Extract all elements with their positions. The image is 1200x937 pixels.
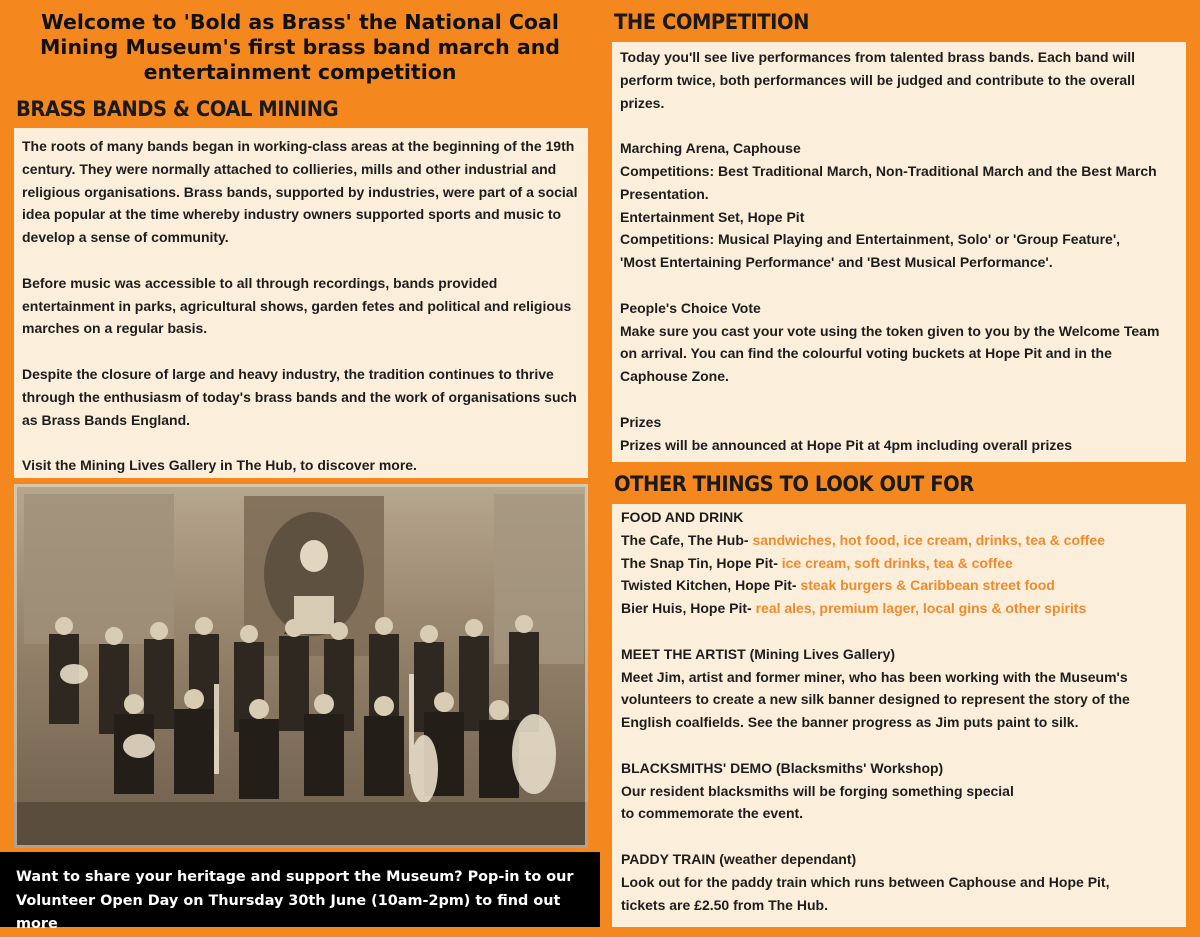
food-venue: The Cafe, The Hub- bbox=[621, 531, 753, 548]
other-things-panel bbox=[612, 504, 1186, 927]
brass-bands-heading: BRASS BANDS & COAL MINING bbox=[16, 97, 339, 121]
paddy-train-line-2: tickets are £2.50 from The Hub. bbox=[621, 896, 828, 913]
prizes-text: Prizes will be announced at Hope Pit at 4pm including overall prizes bbox=[620, 436, 1072, 453]
blacksmiths-demo-title: BLACKSMITHS' DEMO (Blacksmiths' Workshop) bbox=[621, 759, 944, 776]
competition-heading: THE COMPETITION bbox=[614, 10, 809, 34]
entertainment-set-line-1: Competitions: Musical Playing and Entertainment, Solo' or 'Group Feature', bbox=[620, 231, 1121, 248]
peoples-choice-title: People's Choice Vote bbox=[620, 299, 761, 316]
prizes-title: Prizes bbox=[620, 413, 662, 430]
brass-bands-paragraph-4: Visit the Mining Lives Gallery in The Hub, to discover more. bbox=[22, 457, 417, 474]
blacksmiths-demo-line-2: to commemorate the event. bbox=[621, 805, 804, 822]
food-item bbox=[621, 552, 1177, 575]
food-offer: real ales, premium lager, local gins & other spirits bbox=[755, 600, 1087, 617]
food-and-drink-title: FOOD AND DRINK bbox=[621, 509, 744, 525]
brass-band-photograph bbox=[14, 484, 588, 848]
other-things-heading: OTHER THINGS TO LOOK OUT FOR bbox=[614, 472, 974, 496]
meet-the-artist-title: MEET THE ARTIST (Mining Lives Gallery) bbox=[621, 645, 896, 662]
competition-intro: Today you'll see live performances from talented brass bands. Each band will perform twice, both performances will be judged and contribute to the overall prizes. bbox=[620, 49, 1135, 111]
entertainment-set-line-2: 'Most Entertaining Performance' and 'Best Musical Performance'. bbox=[620, 254, 1053, 271]
food-item bbox=[621, 529, 1177, 552]
marching-arena-text: Competitions: Best Traditional March, Non-Traditional March and the Best March Presentation. bbox=[620, 162, 1157, 202]
food-item bbox=[621, 574, 1177, 597]
brass-bands-paragraph-3: Despite the closure of large and heavy industry, the tradition continues to thrive through the enthusiasm of today's brass bands and the work of organisations such as Brass Bands England. bbox=[22, 365, 577, 428]
meet-the-artist-text: Meet Jim, artist and former miner, who has been working with the Museum's volunteers to create a new silk banner designed to represent the story of the English coalfields. See the banner progress as Jim puts paint to silk. bbox=[621, 668, 1130, 731]
food-venue: Twisted Kitchen, Hope Pit- bbox=[621, 577, 801, 594]
competition-panel bbox=[612, 42, 1186, 462]
food-venue: Bier Huis, Hope Pit- bbox=[621, 600, 756, 617]
brass-bands-panel bbox=[14, 128, 588, 478]
food-venue: The Snap Tin, Hope Pit- bbox=[621, 554, 782, 571]
volunteer-open-day-banner: Want to share your heritage and support the Museum? Pop-in to our Volunteer Open Day on Thursday 30th June (10am-2pm) to find out more bbox=[0, 852, 600, 927]
peoples-choice-text: Make sure you cast your vote using the token given to you by the Welcome Team on arrival. You can find the colourful voting buckets at Hope Pit and in the Caphouse Zone. bbox=[620, 322, 1160, 385]
blacksmiths-demo-line-1: Our resident blacksmiths will be forging something special bbox=[621, 782, 1014, 799]
marching-arena-title: Marching Arena, Caphouse bbox=[620, 140, 801, 157]
brass-bands-paragraph-1: The roots of many bands began in working-class areas at the beginning of the 19th century. They were normally attached to collieries, mills and other industrial and religious organisations. Brass bands, supported by industries, were part of a social idea popular at the time whereby industry owners supported sports and music to develop a sense of community. bbox=[22, 138, 578, 246]
food-offer: ice cream, soft drinks, tea & coffee bbox=[781, 554, 1013, 571]
paddy-train-line-1: Look out for the paddy train which runs between Caphouse and Hope Pit, bbox=[621, 873, 1110, 890]
entertainment-set-title: Entertainment Set, Hope Pit bbox=[620, 208, 805, 225]
welcome-title: Welcome to 'Bold as Brass' the National Coal Mining Museum's first brass band march and entertainment competition bbox=[40, 10, 560, 84]
food-offer: sandwiches, hot food, ice cream, drinks, tea & coffee bbox=[752, 531, 1105, 548]
food-offer: steak burgers & Caribbean street food bbox=[800, 577, 1055, 594]
paddy-train-title: PADDY TRAIN (weather dependant) bbox=[621, 850, 857, 867]
brass-bands-paragraph-2: Before music was accessible to all through recordings, bands provided entertainment in parks, agricultural shows, garden fetes and political and religious marches on a regular basis. bbox=[22, 274, 572, 337]
food-item bbox=[621, 597, 1177, 620]
